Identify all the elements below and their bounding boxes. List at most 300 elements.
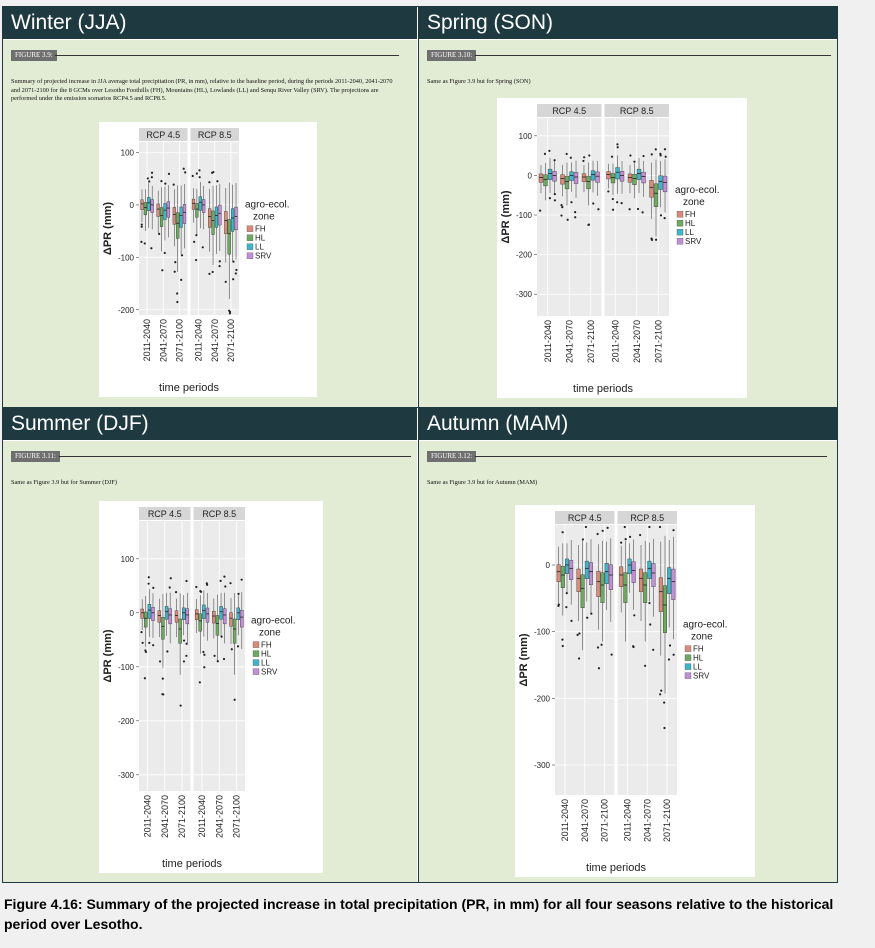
outlier-point [566,592,568,594]
outlier-point [562,645,564,647]
outlier-point [148,180,150,182]
box-hl [195,203,198,217]
outlier-point [150,247,152,249]
panel-summer [3,408,417,882]
box-hl [611,174,615,183]
outlier-point [217,660,219,662]
y-tick-label: 0 [527,171,532,181]
legend-entry: FH [255,224,266,234]
outlier-point [544,153,546,155]
facet-label: RCP 4.5 [146,130,181,140]
outlier-point [213,655,215,657]
x-tick-label: 2071-2100 [225,319,236,363]
box-fh [141,200,144,210]
legend-swatch-hl [677,220,683,226]
panel-autumn [419,408,837,882]
box-srv [240,610,243,627]
outlier-point [147,177,149,179]
outlier-point [639,534,641,536]
x-tick-label: 2041-2070 [209,319,220,363]
outlier-point [183,660,185,662]
outlier-point [649,623,651,625]
outlier-point [611,653,613,655]
box-srv [151,200,154,213]
box-ll [565,559,569,574]
box-fh [577,569,581,592]
outlier-point [164,183,166,185]
outlier-point [578,632,580,634]
outlier-point [140,631,142,633]
outlier-point [199,681,201,683]
panel-winter [3,7,417,407]
outlier-point [144,242,146,244]
outlier-point [669,644,671,646]
x-tick-label: 2071-2100 [231,795,242,839]
outlier-point [562,531,564,533]
box-fh [173,207,176,224]
outlier-point [625,538,627,540]
facet-label: RCP 8.5 [630,513,665,523]
legend-entry: FH [693,644,704,654]
box-hl [643,573,647,603]
box-hl [144,612,147,627]
figure-4-16-caption: Figure 4.16: Summary of the projected increase in total precipitation (PR, in mm) for all four seasons relative to the historical period over Lesotho. [4,896,834,932]
legend-swatch-ll [253,660,259,666]
box-hl [199,614,202,631]
facet-label: RCP 4.5 [147,509,182,519]
outlier-point [220,636,222,638]
outlier-point [648,602,650,604]
box-fh [557,565,561,582]
box-hl [624,573,628,603]
outlier-point [148,583,150,585]
figure-caption: Same as Figure 3.9 but for Summer (DJF) [11,479,117,486]
y-tick-label: -200 [533,694,550,704]
facet-label: RCP 8.5 [202,509,237,519]
outlier-point [216,180,218,182]
box-srv [574,172,578,183]
outlier-point [558,604,560,606]
outlier-point [152,587,154,589]
y-axis-label: ΔPR (mm) [500,190,512,244]
box-hl [216,615,219,635]
panel-body [3,40,417,407]
box-fh [607,172,611,179]
outlier-point [642,211,644,213]
outlier-point [560,214,562,216]
outlier-point [141,223,143,225]
panel-title: Winter (JJA) [3,7,417,39]
outlier-point [229,582,231,584]
outlier-point [560,204,562,206]
box-fh [230,613,233,627]
box-fh [192,199,195,209]
box-hl [587,176,591,189]
box-ll [182,608,185,620]
outlier-point [180,704,182,706]
legend-swatch-fh [677,211,683,217]
outlier-point [203,666,205,668]
boxplot-chart [99,122,317,397]
outlier-point [588,154,590,156]
outlier-point [673,654,675,656]
outlier-point [193,241,195,243]
legend-title: agro-ecol. [251,615,296,627]
box-hl [233,619,236,643]
outlier-point [664,148,666,150]
outlier-point [224,585,226,587]
outlier-point [648,526,650,528]
box-ll [648,561,652,579]
x-tick-label: 2011-2040 [142,319,153,362]
legend-swatch-fh [685,646,691,652]
box-srv [620,171,624,181]
panel-spring [419,7,837,407]
outlier-point [185,655,187,657]
box-srv [569,560,573,579]
x-tick-label: 2071-2100 [174,319,185,363]
box-ll [148,604,151,618]
box-srv [652,563,656,586]
outlier-point [229,312,231,314]
outlier-point [162,693,164,695]
outlier-point [223,576,225,578]
legend-entry: SRV [261,667,278,677]
panel-body [3,441,417,882]
outlier-point [617,146,619,148]
x-tick-label: 2071-2100 [662,799,673,843]
box-srv [235,207,238,230]
boxplot-chart [497,98,747,398]
legend-entry: FH [261,640,272,650]
box-ll [180,207,183,227]
box-ll [570,172,574,181]
outlier-point [576,634,578,636]
outlier-point [195,234,197,236]
box-fh [175,611,178,622]
outlier-point [660,690,662,692]
figure-caption: Same as Figure 3.9 but for Autumn (MAM) [427,479,538,486]
box-srv [589,563,593,585]
x-tick-label: 2041-2070 [214,795,225,839]
outlier-point [583,156,585,158]
outlier-point [633,161,635,163]
box-srv [151,607,154,620]
outlier-point [208,181,210,183]
y-tick-label: -300 [515,290,532,300]
figure-caption: Summary of projected increase in JJA average total precipitation (PR, in mm), relative to the baseline period, during the periods 2011-2040, 2041-2070 and 2071-2100 for the 8 GCMs over Lesotho Foothills (FH), Mountains (HL), Lowlands (LL) and Senqu River Valley (SRV). The projections are performed under the emission scenarios RCP4.5 and RCP8.5. [11,78,393,103]
legend-entry: SRV [693,671,710,681]
outlier-point [168,173,170,175]
outlier-point [655,239,657,241]
legend-swatch-srv [685,673,691,679]
outlier-point [173,184,175,186]
outlier-point [232,278,234,280]
outlier-point [160,180,162,182]
box-srv [223,609,226,624]
outlier-point [235,269,237,271]
outlier-point [659,693,661,695]
outlier-point [597,208,599,210]
outlier-point [199,590,201,592]
box-srv [186,609,189,624]
outlier-point [633,614,635,616]
outlier-point [181,254,183,256]
outlier-point [174,271,176,273]
box-hl [654,184,658,207]
box-hl [228,219,231,254]
legend-entry: SRV [685,237,702,247]
boxplot-svg [497,98,747,398]
box-fh [158,611,161,622]
x-tick-label: 2011-2040 [559,799,570,842]
legend-swatch-hl [685,655,691,661]
outlier-point [570,620,572,622]
box-fh [539,174,543,182]
outlier-point [629,536,631,538]
outlier-point [231,648,233,650]
outlier-point [148,642,150,644]
outlier-point [218,265,220,267]
legend-swatch-ll [677,229,683,235]
box-ll [637,169,641,179]
y-tick-label: 100 [518,131,532,141]
x-tick-label: 2071-2100 [585,320,596,364]
outlier-point [570,201,572,203]
outlier-point [566,153,568,155]
box-fh [561,175,565,184]
box-fh [582,174,586,182]
outlier-point [585,526,587,528]
outlier-point [196,172,198,174]
facet-label: RCP 8.5 [619,106,654,116]
y-tick-label: 100 [120,148,134,158]
y-tick-label: -100 [515,211,532,221]
outlier-point [597,646,599,648]
outlier-point [620,542,622,544]
outlier-point [232,260,234,262]
legend-entry: HL [693,653,704,663]
outlier-point [241,579,243,581]
box-hl [160,208,163,227]
outlier-point [198,169,200,171]
outlier-point [567,219,569,221]
box-hl [561,566,565,588]
box-srv [596,172,600,182]
outlier-point [549,197,551,199]
outlier-point [663,727,665,729]
x-tick-label: 2041-2070 [564,320,575,364]
legend-swatch-srv [247,253,253,259]
box-hl [144,202,147,214]
box-ll [202,605,205,619]
box-srv [202,200,205,213]
box-ll [237,608,240,620]
box-srv [183,204,186,223]
figure-label: FIGURE 3.11: [11,451,60,462]
outlier-point [180,279,182,281]
legend-swatch-ll [685,664,691,670]
outlier-point [578,657,580,659]
x-tick-label: 2011-2040 [542,320,553,363]
legend-entry: HL [261,649,272,659]
box-ll [220,606,223,619]
outlier-point [663,701,665,703]
outlier-point [183,639,185,641]
outlier-point [642,155,644,157]
legend-entry: HL [255,233,266,243]
outlier-point [176,292,178,294]
figure-rule [475,456,827,457]
outlier-point [590,613,592,615]
y-tick-label: 0 [545,561,550,570]
outlier-point [598,667,600,669]
box-ll [231,209,234,232]
legend-title: agro-ecol. [683,619,728,631]
outlier-point [644,665,646,667]
legend-entry: LL [685,228,694,238]
box-fh [208,209,211,228]
outlier-point [203,654,205,656]
boxplot-svg [99,122,317,397]
x-axis-label: time periods [586,862,646,874]
outlier-point [668,658,670,660]
outlier-point [159,660,161,662]
box-ll [591,171,595,180]
legend-entry: SRV [255,251,272,261]
outlier-point [161,269,163,271]
outlier-point [632,645,634,647]
legend-title: zone [259,627,281,639]
figure-rule [59,456,411,457]
legend-title: agro-ecol. [675,185,720,197]
box-fh [628,174,632,182]
box-ll [215,207,218,227]
x-tick-label: 2011-2040 [193,319,204,362]
outlier-point [144,677,146,679]
boxplot-chart [99,501,323,873]
outlier-point [141,226,143,228]
box-srv [218,205,221,225]
box-ll [164,204,167,220]
outlier-point [582,160,584,162]
box-ll [585,561,589,579]
outlier-point [164,252,166,254]
panel-body [419,40,837,407]
box-ll [628,559,632,574]
outlier-point [602,530,604,532]
box-ll [667,568,671,594]
outlier-point [612,209,614,211]
x-axis-label: time periods [162,858,222,870]
outlier-point [237,645,239,647]
legend-entry: LL [261,658,270,668]
boxplot-chart [515,505,755,877]
boxplot-svg [99,501,323,873]
box-fh [195,610,198,620]
legend-swatch-hl [253,651,259,657]
y-tick-label: -300 [533,761,550,770]
box-hl [633,174,637,184]
outlier-point [655,148,657,150]
outlier-point [561,206,563,208]
legend-title: agro-ecol. [245,199,290,211]
outlier-point [554,199,556,201]
x-tick-label: 2041-2070 [642,799,653,843]
box-hl [212,211,215,235]
outlier-point [582,538,584,540]
box-srv [167,202,170,218]
outlier-point [600,644,602,646]
box-hl [176,213,179,239]
y-axis-label: ΔPR (mm) [102,201,114,256]
outlier-point [175,591,177,593]
box-ll [605,563,609,583]
box-hl [663,586,667,633]
legend-title: zone [253,211,275,223]
box-srv [663,176,667,192]
outlier-point [206,582,208,584]
outlier-point [597,533,599,535]
box-ll [147,197,150,210]
legend-title: zone [691,631,713,643]
x-tick-label: 2071-2100 [176,795,187,839]
box-hl [179,619,182,643]
box-hl [581,575,585,608]
outlier-point [574,211,576,213]
y-tick-label: -200 [515,250,532,260]
outlier-point [637,208,639,210]
figure-label: FIGURE 3.12: [427,451,476,462]
box-srv [672,569,676,600]
outlier-point [672,529,674,531]
outlier-point [616,201,618,203]
box-fh [212,611,215,623]
outlier-point [158,233,160,235]
y-tick-label: -300 [117,770,134,780]
figure-caption: Same as Figure 3.9 but for Spring (SON) [427,78,531,85]
outlier-point [553,159,555,161]
legend-entry: LL [255,242,264,252]
legend-title: zone [683,197,705,209]
outlier-point [145,651,147,653]
outlier-point [202,246,204,248]
outlier-point [225,281,227,283]
x-tick-label: 2041-2070 [579,799,590,843]
legend-swatch-fh [247,226,253,232]
panel-title: Summer (DJF) [3,408,417,440]
outlier-point [612,198,614,200]
outlier-point [554,193,556,195]
box-srv [609,565,613,590]
box-ll [616,168,620,179]
outlier-point [183,168,185,170]
box-ll [659,176,663,190]
y-tick-label: 100 [120,554,134,564]
outlier-point [169,586,171,588]
outlier-point [616,143,618,145]
panel-title: Spring (SON) [419,7,837,39]
x-tick-label: 2041-2070 [158,319,169,363]
outlier-point [651,239,653,241]
outlier-point [199,176,201,178]
outlier-point [659,153,661,155]
y-tick-label: -100 [117,662,134,672]
outlier-point [548,150,550,152]
outlier-point [162,677,164,679]
outlier-point [651,153,653,155]
outlier-point [607,190,609,192]
